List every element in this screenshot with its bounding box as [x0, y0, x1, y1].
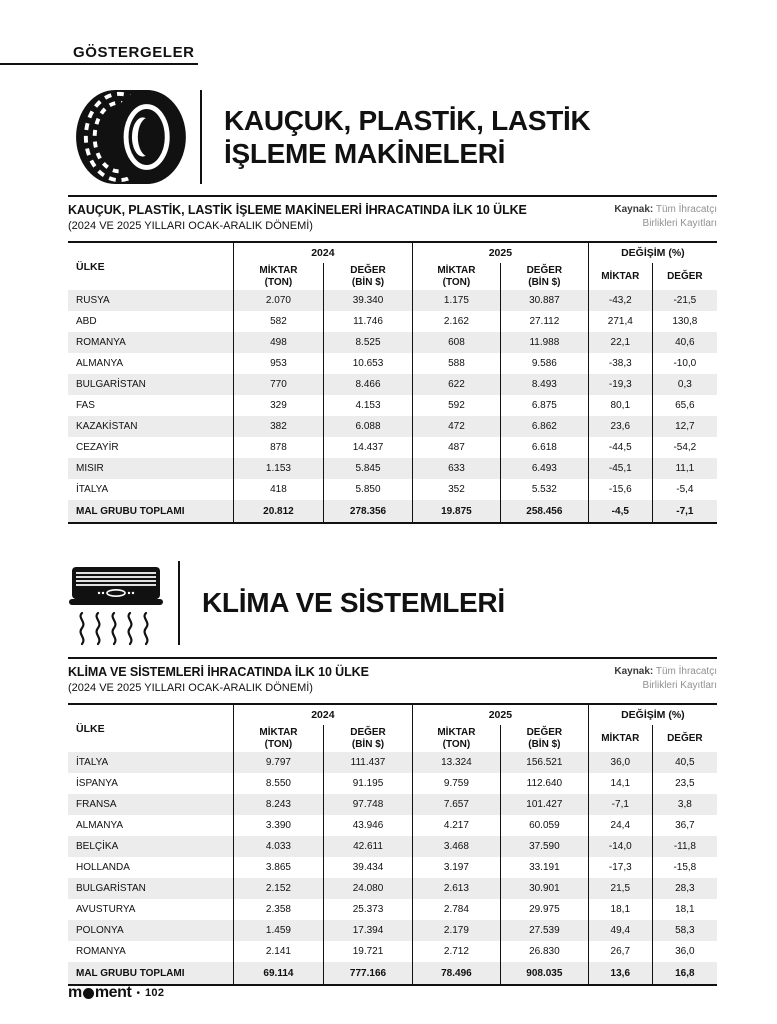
- country-cell: ROMANYA: [76, 946, 126, 957]
- column-header-amount-2025: [412, 263, 500, 290]
- value-cell: 11.746: [323, 311, 412, 332]
- header-unit: (TON): [264, 738, 293, 750]
- value-cell: 1.175: [412, 290, 500, 311]
- header-unit: (BİN $): [528, 738, 561, 750]
- tire-icon: [68, 87, 190, 187]
- value-cell: -15,6: [588, 479, 652, 500]
- table-row: [68, 794, 717, 815]
- value-cell: 49,4: [588, 920, 652, 941]
- value-cell: 22,1: [588, 332, 652, 353]
- value-cell: 2.141: [233, 941, 323, 962]
- value-cell: -21,5: [652, 290, 717, 311]
- section-header-air-conditioning: [68, 557, 717, 649]
- table-row: [68, 857, 717, 878]
- table-air-conditioning: [68, 657, 717, 986]
- table-title: KLİMA VE SİSTEMLERİ İHRACATINDA İLK 10 ÜLKE: [68, 665, 369, 679]
- value-cell: 487: [412, 437, 500, 458]
- caption-left: [68, 665, 369, 694]
- column-header-amount-change: [588, 263, 652, 290]
- total-value-cell: 20.812: [233, 500, 323, 522]
- country-cell: BULGARİSTAN: [76, 379, 146, 390]
- header-unit: (BİN $): [351, 276, 385, 288]
- country-cell: ABD: [76, 316, 97, 327]
- value-cell: 14.437: [323, 437, 412, 458]
- country-cell: POLONYA: [76, 925, 124, 936]
- header-unit: (TON): [442, 738, 471, 750]
- value-cell: 4.033: [233, 836, 323, 857]
- source-label: Kaynak:: [614, 204, 654, 215]
- value-cell: -45,1: [588, 458, 652, 479]
- section-header-rubber-machines: [68, 87, 717, 187]
- total-value-cell: -7,1: [652, 500, 717, 522]
- total-value-cell: -4,5: [588, 500, 652, 522]
- column-header-amount-change: [588, 725, 652, 752]
- value-cell: 37.590: [500, 836, 588, 857]
- table-body: [68, 752, 717, 962]
- table-row: [68, 416, 717, 437]
- table-header: [68, 703, 717, 752]
- value-cell: 329: [233, 395, 323, 416]
- value-cell: 40,6: [652, 332, 717, 353]
- value-cell: 91.195: [323, 773, 412, 794]
- total-label-cell: MAL GRUBU TOPLAMI: [76, 967, 185, 979]
- table-row: [68, 899, 717, 920]
- table-row: [68, 395, 717, 416]
- value-cell: 42.611: [323, 836, 412, 857]
- value-cell: 27.539: [500, 920, 588, 941]
- value-cell: 9.586: [500, 353, 588, 374]
- country-cell: AVUSTURYA: [76, 904, 136, 915]
- column-header-value-2024: [323, 263, 412, 290]
- page-number: 102: [144, 987, 165, 999]
- value-cell: 633: [412, 458, 500, 479]
- section-title: [202, 586, 505, 619]
- value-cell: 2.613: [412, 878, 500, 899]
- header-label: MİKTAR: [259, 264, 298, 276]
- source-line1: Tüm İhracatçı: [655, 204, 717, 215]
- total-value-cell: 19.875: [412, 500, 500, 522]
- source-label: Kaynak:: [614, 666, 654, 677]
- value-cell: -17,3: [588, 857, 652, 878]
- header-label: MİKTAR: [601, 270, 640, 282]
- table-source: [614, 665, 717, 693]
- country-cell: FAS: [76, 400, 95, 411]
- value-cell: 18,1: [652, 899, 717, 920]
- value-cell: 878: [233, 437, 323, 458]
- value-cell: 12,7: [652, 416, 717, 437]
- value-cell: 6.862: [500, 416, 588, 437]
- value-cell: 111.437: [323, 752, 412, 773]
- value-cell: 156.521: [500, 752, 588, 773]
- value-cell: 2.784: [412, 899, 500, 920]
- value-cell: 97.748: [323, 794, 412, 815]
- source-line2: Birlikleri Kayıtları: [642, 680, 717, 691]
- table-row: [68, 332, 717, 353]
- value-cell: 7.657: [412, 794, 500, 815]
- value-cell: 23,6: [588, 416, 652, 437]
- page-kicker: GÖSTERGELER: [70, 44, 198, 65]
- country-cell: BULGARİSTAN: [76, 883, 146, 894]
- value-cell: 8.550: [233, 773, 323, 794]
- table-caption: [68, 659, 717, 703]
- value-cell: 36,0: [652, 941, 717, 962]
- value-cell: 80,1: [588, 395, 652, 416]
- total-value-cell: 13,6: [588, 962, 652, 984]
- value-cell: 2.162: [412, 311, 500, 332]
- value-cell: -44,5: [588, 437, 652, 458]
- air-conditioner-icon: [68, 559, 168, 647]
- value-cell: 592: [412, 395, 500, 416]
- value-cell: 5.532: [500, 479, 588, 500]
- value-cell: 39.340: [323, 290, 412, 311]
- column-group-2024: 2024: [233, 705, 412, 725]
- table-row: [68, 815, 717, 836]
- value-cell: 2.358: [233, 899, 323, 920]
- value-cell: 3.468: [412, 836, 500, 857]
- country-cell: ALMANYA: [76, 358, 124, 369]
- source-line2: Birlikleri Kayıtları: [642, 218, 717, 229]
- value-cell: 26.830: [500, 941, 588, 962]
- value-cell: 18,1: [588, 899, 652, 920]
- table-body: [68, 290, 717, 500]
- table-row: [68, 374, 717, 395]
- total-value-cell: 16,8: [652, 962, 717, 984]
- total-value-cell: 777.166: [323, 962, 412, 984]
- section-title-line1: KLİMA VE SİSTEMLERİ: [202, 587, 505, 619]
- country-cell: HOLLANDA: [76, 862, 130, 873]
- country-cell: KAZAKİSTAN: [76, 421, 138, 432]
- value-cell: 770: [233, 374, 323, 395]
- section-title: [224, 104, 590, 170]
- header-label: DEĞER: [667, 732, 703, 744]
- caption-left: [68, 203, 527, 232]
- value-cell: 4.217: [412, 815, 500, 836]
- table-row: [68, 836, 717, 857]
- value-cell: 28,3: [652, 878, 717, 899]
- brand-text-post: ment: [94, 984, 132, 1001]
- value-cell: 6.493: [500, 458, 588, 479]
- table-row: [68, 311, 717, 332]
- column-header-amount-2024: [233, 263, 323, 290]
- value-cell: 3.197: [412, 857, 500, 878]
- table-row: [68, 878, 717, 899]
- column-header-value-2025: [500, 725, 588, 752]
- value-cell: 24.080: [323, 878, 412, 899]
- header-unit: (TON): [442, 276, 471, 288]
- country-cell: FRANSA: [76, 799, 117, 810]
- table-source: [614, 203, 717, 231]
- total-value-cell: 258.456: [500, 500, 588, 522]
- value-cell: 26,7: [588, 941, 652, 962]
- value-cell: 2.070: [233, 290, 323, 311]
- value-cell: 1.459: [233, 920, 323, 941]
- value-cell: 39.434: [323, 857, 412, 878]
- value-cell: 8.243: [233, 794, 323, 815]
- value-cell: 13.324: [412, 752, 500, 773]
- value-cell: 36,0: [588, 752, 652, 773]
- column-group-2025: 2025: [412, 243, 588, 263]
- table-row: [68, 773, 717, 794]
- value-cell: 33.191: [500, 857, 588, 878]
- country-cell: İSPANYA: [76, 778, 118, 789]
- value-cell: 36,7: [652, 815, 717, 836]
- value-cell: 271,4: [588, 311, 652, 332]
- value-cell: -5,4: [652, 479, 717, 500]
- value-cell: 17.394: [323, 920, 412, 941]
- value-cell: 21,5: [588, 878, 652, 899]
- country-cell: BELÇİKA: [76, 841, 119, 852]
- column-header-amount-2025: [412, 725, 500, 752]
- header-label: DEĞER: [526, 264, 563, 276]
- value-cell: 418: [233, 479, 323, 500]
- value-cell: 24,4: [588, 815, 652, 836]
- value-cell: 8.466: [323, 374, 412, 395]
- value-cell: 23,5: [652, 773, 717, 794]
- country-cell: RUSYA: [76, 295, 110, 306]
- table-caption: [68, 197, 717, 241]
- country-cell: İTALYA: [76, 484, 109, 495]
- value-cell: 5.845: [323, 458, 412, 479]
- table-total-row: [68, 500, 717, 524]
- section-title-line1: KAUÇUK, PLASTİK, LASTİK: [224, 104, 591, 136]
- value-cell: 25.373: [323, 899, 412, 920]
- header-label: MİKTAR: [437, 264, 476, 276]
- value-cell: -19,3: [588, 374, 652, 395]
- header-unit: (TON): [264, 276, 293, 288]
- country-cell: ALMANYA: [76, 820, 124, 831]
- footer-bullet: •: [136, 987, 140, 999]
- value-cell: 40,5: [652, 752, 717, 773]
- total-value-cell: 908.035: [500, 962, 588, 984]
- value-cell: 608: [412, 332, 500, 353]
- total-value-cell: 78.496: [412, 962, 500, 984]
- value-cell: -15,8: [652, 857, 717, 878]
- total-value-cell: 278.356: [323, 500, 412, 522]
- value-cell: -14,0: [588, 836, 652, 857]
- value-cell: 58,3: [652, 920, 717, 941]
- column-header-value-change: [652, 725, 717, 752]
- column-header-country: ÜLKE: [76, 260, 105, 273]
- value-cell: 0,3: [652, 374, 717, 395]
- total-label-cell: MAL GRUBU TOPLAMI: [76, 505, 185, 517]
- value-cell: 3.390: [233, 815, 323, 836]
- value-cell: 5.850: [323, 479, 412, 500]
- value-cell: 112.640: [500, 773, 588, 794]
- header-label: DEĞER: [350, 726, 386, 738]
- value-cell: 8.525: [323, 332, 412, 353]
- table-row: [68, 479, 717, 500]
- value-cell: 11.988: [500, 332, 588, 353]
- value-cell: 27.112: [500, 311, 588, 332]
- header-label: DEĞER: [526, 726, 563, 738]
- value-cell: 2.179: [412, 920, 500, 941]
- header-unit: (BİN $): [351, 738, 385, 750]
- value-cell: 352: [412, 479, 500, 500]
- value-cell: 1.153: [233, 458, 323, 479]
- kicker-rule: [0, 63, 70, 65]
- column-header-amount-2024: [233, 725, 323, 752]
- value-cell: 4.153: [323, 395, 412, 416]
- column-header-value-2024: [323, 725, 412, 752]
- value-cell: -10,0: [652, 353, 717, 374]
- country-cell: ROMANYA: [76, 337, 126, 348]
- section-divider: [200, 90, 202, 184]
- header-unit: (BİN $): [528, 276, 561, 288]
- value-cell: 65,6: [652, 395, 717, 416]
- value-cell: 6.088: [323, 416, 412, 437]
- table-title: KAUÇUK, PLASTİK, LASTİK İŞLEME MAKİNELERİ İHRACATINDA İLK 10 ÜLKE: [68, 203, 527, 217]
- column-header-country: ÜLKE: [76, 722, 105, 735]
- value-cell: 101.427: [500, 794, 588, 815]
- value-cell: 11,1: [652, 458, 717, 479]
- header-label: MİKTAR: [601, 732, 640, 744]
- value-cell: -38,3: [588, 353, 652, 374]
- country-cell: İTALYA: [76, 757, 109, 768]
- value-cell: -11,8: [652, 836, 717, 857]
- country-cell: MISIR: [76, 463, 104, 474]
- value-cell: 43.946: [323, 815, 412, 836]
- value-cell: 8.493: [500, 374, 588, 395]
- value-cell: 2.712: [412, 941, 500, 962]
- table-row: [68, 920, 717, 941]
- value-cell: 6.875: [500, 395, 588, 416]
- column-header-value-change: [652, 263, 717, 290]
- value-cell: 472: [412, 416, 500, 437]
- page-footer: [68, 984, 164, 1002]
- column-group-change: DEĞİŞİM (%): [588, 243, 717, 263]
- value-cell: 29.975: [500, 899, 588, 920]
- value-cell: -54,2: [652, 437, 717, 458]
- table-subtitle: (2024 VE 2025 YILLARI OCAK-ARALIK DÖNEMİ): [68, 220, 313, 232]
- value-cell: 3,8: [652, 794, 717, 815]
- table-row: [68, 437, 717, 458]
- column-group-change: DEĞİŞİM (%): [588, 705, 717, 725]
- brand-text-pre: m: [68, 984, 82, 1001]
- value-cell: 6.618: [500, 437, 588, 458]
- table-rubber-machines: [68, 195, 717, 524]
- country-cell: CEZAYİR: [76, 442, 119, 453]
- table-row: [68, 353, 717, 374]
- kicker-row: [0, 0, 777, 65]
- value-cell: 2.152: [233, 878, 323, 899]
- value-cell: 588: [412, 353, 500, 374]
- value-cell: 3.865: [233, 857, 323, 878]
- section-divider: [178, 561, 180, 645]
- value-cell: 30.887: [500, 290, 588, 311]
- value-cell: 30.901: [500, 878, 588, 899]
- header-label: DEĞER: [350, 264, 386, 276]
- table-subtitle: (2024 VE 2025 YILLARI OCAK-ARALIK DÖNEMİ): [68, 682, 313, 694]
- table-row: [68, 941, 717, 962]
- table-total-row: [68, 962, 717, 986]
- value-cell: 582: [233, 311, 323, 332]
- column-group-2024: 2024: [233, 243, 412, 263]
- table-row: [68, 458, 717, 479]
- value-cell: 14,1: [588, 773, 652, 794]
- value-cell: 130,8: [652, 311, 717, 332]
- value-cell: 953: [233, 353, 323, 374]
- column-group-2025: 2025: [412, 705, 588, 725]
- value-cell: 498: [233, 332, 323, 353]
- value-cell: 9.759: [412, 773, 500, 794]
- value-cell: 9.797: [233, 752, 323, 773]
- moment-logo: [68, 984, 131, 1002]
- brand-dot-icon: [83, 988, 94, 999]
- table-header: [68, 241, 717, 290]
- table-row: [68, 752, 717, 773]
- header-label: MİKTAR: [437, 726, 476, 738]
- value-cell: -7,1: [588, 794, 652, 815]
- section-title-line2: İŞLEME MAKİNELERİ: [224, 138, 506, 169]
- header-label: MİKTAR: [259, 726, 298, 738]
- value-cell: -43,2: [588, 290, 652, 311]
- header-label: DEĞER: [667, 270, 703, 282]
- value-cell: 19.721: [323, 941, 412, 962]
- column-header-value-2025: [500, 263, 588, 290]
- value-cell: 60.059: [500, 815, 588, 836]
- value-cell: 622: [412, 374, 500, 395]
- table-row: [68, 290, 717, 311]
- value-cell: 382: [233, 416, 323, 437]
- value-cell: 10.653: [323, 353, 412, 374]
- total-value-cell: 69.114: [233, 962, 323, 984]
- source-line1: Tüm İhracatçı: [655, 666, 717, 677]
